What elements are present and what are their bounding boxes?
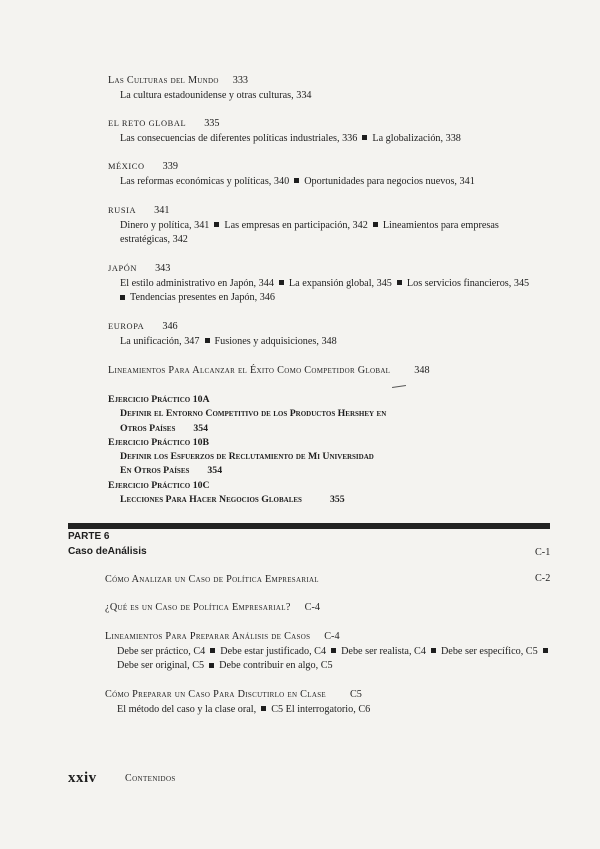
bullet-icon [294, 178, 299, 183]
exercise-page: 354 [207, 465, 223, 477]
bullet-icon [261, 706, 266, 711]
bullet-icon [210, 648, 215, 653]
exercise-title: Lecciones Para Hacer Negocios Globales [120, 494, 302, 506]
exercise-label: Ejercicio Práctico 10A [108, 394, 210, 405]
section-page: C-4 [324, 631, 340, 642]
part-title: Caso deAnálisis [68, 546, 147, 557]
section-page: 346 [162, 321, 178, 332]
section-page: 333 [232, 75, 249, 86]
section-title: ¿Qué es un Caso de Política Empresarial? [105, 602, 291, 613]
section-body: La cultura estadounidense y otras culturas, 334 [120, 89, 312, 101]
section-body: Debe ser práctico, C4 Debe estar justificado, C4 Debe ser realista, C4 Debe ser específico, C5Debe ser original, C5 Debe contribuir en algo, C5 [105, 645, 555, 674]
exercise-title: Otros Países [120, 422, 176, 434]
exercise-title: Definir el Entorno Competitivo de los Productos Hershey en [120, 408, 387, 420]
bullet-icon [373, 222, 378, 227]
exercise-title: En Otros Países [120, 465, 190, 477]
section-title: RUSIA [108, 206, 137, 215]
bullet-icon [543, 648, 548, 653]
section-page: 339 [162, 161, 178, 172]
page-number: xxiv [68, 770, 97, 786]
section-body: El método del caso y la clase oral, C5 El interrogatorio, C6 [117, 703, 371, 715]
exercise-label: Ejercicio Práctico 10B [108, 436, 210, 448]
running-footer: Contenidos [125, 773, 176, 784]
section-page: 341 [154, 205, 170, 216]
bullet-icon [209, 663, 214, 668]
section-rusia [108, 204, 548, 248]
section-culturas [108, 74, 548, 103]
guidelines-entry [108, 364, 548, 379]
part-divider [68, 523, 550, 529]
section-body: La unificación, 347 Fusiones y adquisiciones, 348 [120, 335, 337, 347]
bullet-icon [214, 222, 219, 227]
section-body: Las consecuencias de diferentes políticas industriales, 336 La globalización, 338 [120, 132, 461, 144]
exercise-page: 354 [193, 422, 209, 434]
section-title: Cómo Analizar un Caso de Política Empresarial [105, 574, 319, 585]
bullet-icon [362, 135, 367, 140]
section-title: Lineamientos Para Preparar Análisis de Casos [105, 631, 311, 642]
bullet-icon [205, 338, 210, 343]
section-title: JAPÓN [108, 264, 138, 273]
part-section-lineamientos [105, 630, 555, 674]
stray-mark [392, 385, 406, 388]
exercise-page: 355 [329, 494, 345, 506]
bullet-icon [397, 280, 402, 285]
section-title: EL RETO GLOBAL [108, 119, 187, 128]
part-section-preparar [105, 688, 555, 717]
part-section-analizar [105, 573, 555, 588]
part-section-que-es [105, 601, 555, 616]
section-page: C-4 [304, 602, 320, 613]
part-label: PARTE 6 [68, 531, 110, 542]
exercise-label: Ejercicio Práctico 10C [108, 479, 210, 491]
section-europa [108, 320, 548, 349]
bullet-icon [331, 648, 336, 653]
bullet-icon [279, 280, 284, 285]
guidelines-title: Lineamientos Para Alcanzar el Éxito Como Competidor Global [108, 365, 391, 376]
guidelines-page: 348 [414, 365, 430, 376]
exercise-title: Definir los Esfuerzos de Reclutamiento de Mi Universidad [120, 451, 374, 463]
section-page: C-2 [535, 573, 551, 584]
section-page: C5 [349, 689, 362, 700]
section-mexico [108, 160, 548, 189]
section-title: EUROPA [108, 322, 145, 331]
section-body: Las reformas económicas y políticas, 340 Oportunidades para negocios nuevos, 341 [120, 175, 475, 187]
part-page: C-1 [535, 547, 551, 558]
section-japon [108, 262, 548, 306]
section-title: Las Culturas del Mundo [108, 75, 219, 86]
section-body: El estilo administrativo en Japón, 344 La expansión global, 345 Los servicios financieros, 345 Tendencias presentes en Japón, 346 [120, 277, 530, 303]
section-title: MÉXICO [108, 162, 145, 171]
section-page: 335 [204, 118, 220, 129]
section-reto-global [108, 117, 548, 146]
bullet-icon [431, 648, 436, 653]
exercise-list [108, 393, 548, 507]
section-page: 343 [155, 263, 171, 274]
section-body: Dinero y política, 341 Las empresas en participación, 342 Lineamientos para empresas estratégicas, 342 [120, 219, 499, 245]
bullet-icon [120, 295, 125, 300]
section-title: Cómo Preparar un Caso Para Discutirlo en Clase [105, 689, 326, 700]
